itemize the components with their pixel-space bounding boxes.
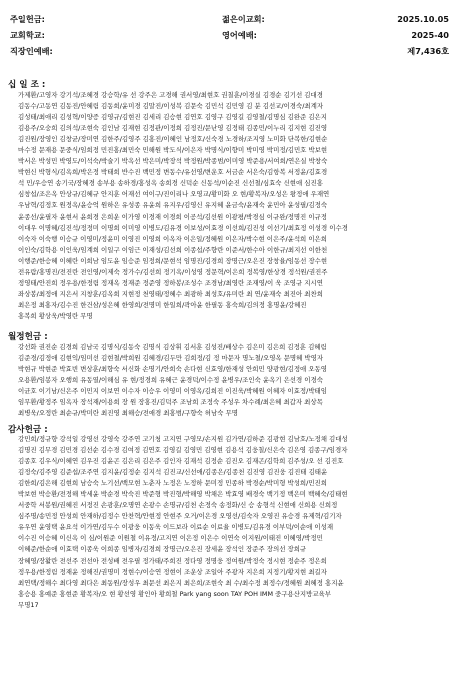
church-school-label: 교회학교: xyxy=(10,30,45,40)
name-line: 심주명/송민정 안성희 안재하/김정수 안찬혁/안현정 안현주 오거/이은경 오영선/김숙자 오영진 유승경 유제혁/김기자 xyxy=(18,512,342,521)
name-line: 이혜준/한순애 이효택 이종욱 이희종 임병자/김경희 장명근/오은진 장세윤 장석인 장준주 장의선 장희규 xyxy=(18,545,307,554)
name-line: 석 민/우승연 송기국/장혜경 송부용 송하경/홍성옥 송희경 신덕순 신동석/이순진 신선철/심효숙 신현애 심진홍 xyxy=(18,179,323,188)
name-line: 김명진 김무경 김민경 김선순 김수경 김여정 김연호 김영길 김영민 김영현 김용석 김웅칠/신은숙 김은영 김종구/임경자 xyxy=(18,446,348,455)
name-line: 이인숙/김학용 이인욱/임계희 이일구 이임근 이재성/김선희 이종섭/주향란 이준서/한수아 이한규/최지선 이한천 xyxy=(18,245,328,254)
name-line: 박서은 박성민 박영도/이석숙/박술기 박옥선 박은미/박장석 박정원/박종범/이미영 박준용/서여희/연은실 박창숙 xyxy=(18,157,328,166)
name-line: 홍승용 홍예준 홍현준 황복자/오 현 황선영 황인아 황희철 Park yang soon TAY POH IMM 중구용산지방교육부 xyxy=(18,589,332,598)
english-service-label: 영어예배: xyxy=(222,30,257,40)
name-line: 최연택/정해수 최다영 최다은 최동원/장성우 최문선 최은지 최은희/조현숙 최 수/최수정 최정수/정혜원 최혜정 홍지윤 xyxy=(18,578,344,587)
name-line: 가제환/고영자 강기석/조혜경 강승학/유 선 강주은 고경해 권서영/최현호 권칠훈/이경실 김경순 김기선 김대경 xyxy=(18,91,323,99)
name-line: 김종호 김우식/이혜연 김우진 김윤곤 김은리 김은주 김인자 김재석 김정순 김진오 김재곤/김학희 김주성/오 선 김진호 xyxy=(18,457,344,466)
name-line: 정영태/안진희 정우용/한정림 정재옥 정재준 정준영 정하봉/조성수 조경남/최영란 조재영/이 욱 조영규 지시연 xyxy=(18,278,323,287)
name-line: 김동수/고동연 김동진/안혜림 김동희/윤미경 김말진/이성복 김문숙 김민석 김민영 김 분 김선교/이경숙/최계자 xyxy=(18,102,324,111)
name-line: 박보현 박승환/전정해 박세윤 박순경 박숙진 박준형 박진형/박해영 박채은 박효영 배경숙 백기정 백은미 백혜숙/김태현 xyxy=(18,490,348,499)
name-line: 최병욱/오정란 최순규/박미란 최진영 최해승/전애경 최홍범/구향숙 허남숙 무명 xyxy=(18,409,238,418)
bulletin-issue-number: 제7,436호 xyxy=(407,46,449,56)
name-line: 이행준/한승혜 이혜란 이희남 임도윤 임승준 임정희/문현석 임명진/김경희 장명근/오은진 장창율/임동선 장수현 xyxy=(18,256,328,265)
name-line: 서중학 서봉원/권혜진 서정진 손광훈/오명연 손광수 손명규/김천 손정숙 송정화/신 승 송형석 신현애 신희용 신희정 xyxy=(18,501,338,510)
bulletin-week-number: 2025-40 xyxy=(411,30,449,40)
name-line: 김준경/김정애 김현익/임미선 김현철/박희원 김혜경/김두만 김희정/김 정 마문자 명노철/오영옥 문명혜 박영자 xyxy=(18,354,324,363)
name-line: 이균호 이기남/신은주 이민지 이보연 이수자 이승우 이영미 이영옥/김희진 이진욱/박혜원 이혜자 이효정/박태임 xyxy=(18,387,327,396)
name-line: 우남혁/김정호 원정옥/윤승억 원하은 유성종 유윤희 유지우/김영신 유지혜 윤금숙/윤재숙 윤민아 윤성필/김정숙 xyxy=(18,201,328,210)
name-line: 임무환/황정주 임옥자 장석재/이용희 장 원 장홍진/김덕주 조남희 조정숙 주성우 차수례/최은혜 최갑자 최상목 xyxy=(18,398,323,407)
name-line: 김용주/오숭희 김의석/조현숙 김인남 김재현 김정관/이정희 김정진/문난영 김정태 김종민/이누리 김지현 김진영 xyxy=(18,124,328,133)
name-line: 김진원/장영인 김창균/장미연 김한주/김영주 김홍진/이혜인 남정호/신숙경 노경하/조지영 노미화 단복한/김현순 xyxy=(18,135,328,144)
name-line: 강민희/정규향 강석일 강영선 강영숙 강주연 고기청 고지연 구영모/손지원 김가연/김하준 김광현 김남호/노정채 김대성 xyxy=(18,435,348,443)
name-line: 최은정 최홍자/김수진 한건삼/성은혜 한영희/전명미 한일희/곽아윤 한필동 홍숙희/김의정 홍명윤/강혜진 xyxy=(18,300,307,309)
name-line: 이수진 이승혜 이신옥 이 심/이원준 이원철 이유정/고지연 이은정 이은수 이연숙 이지원/이태진 이혜영/박정민 xyxy=(18,534,323,543)
bulletin-date: 2025.10.05 xyxy=(397,14,449,24)
name-line: 윤종선/윤필자 윤현서 윤희경 은희운 이가영 이경재 이경희 이공석/김선원 이광평/박경심 이규완/정명진 이규정 xyxy=(18,212,327,221)
name-line: 박현규 박현준 박효빈 변상훈/최향숙 서신화 손명기/안희숙 손다현 신효영/한재성 안희민 양광현/김정애 오동영 xyxy=(18,365,327,374)
name-line: 장혜영/장활란 전선주 전선아 전성배 전우필 정가태/주희진 정다영 정명웅 정여원/박정숙 정시현 정순주 정은희 xyxy=(18,556,327,565)
name-line: 정우용/한정림 정재윤 정해진/권명미 정현수/이승연 정현이 조운상 조일아 주광자 지은희 지정기/황지현 최길자 xyxy=(18,567,327,576)
tithe-section-title: 십 일 조 : xyxy=(8,80,46,90)
name-line: 강선화 권진순 김경희 김남국 김명식/김동숙 김명식 김상휘 김서훈 김성진/배상수 김은미 김은희 김정훈 김혜림 xyxy=(18,343,327,351)
name-line: 김정숙/김주영 김준섭/조주연 김지윤/김정순 김지석 김진교/신선애/김종은/김종천 김진영 김진웅 김진태 김태윤 xyxy=(18,468,328,477)
name-line: 무명17 xyxy=(18,600,39,609)
name-line: 심창섭/조은옥 안상규/김혜규 안지훈 어재선 여이구/진이리나 오영교/황미화 오 현/황복자/오성은 왕정애 우재연 xyxy=(18,190,330,199)
tithe-name-list xyxy=(18,90,453,322)
name-line: 전유람/홍명진/전진란 전인영/이제숙 정가수/김선희 정기옥/이성영 정문혁/이은희 정복영/한상경 정석원/권진주 xyxy=(18,267,328,276)
name-line: 이대우 이명혜/김진석/정정미 이명희 이미영 이병도/김유경 이보성/이효경 이선희/김진성 이선기/최효정 이성경 이수경 xyxy=(18,223,348,232)
sunday-offering-label: 주일헌금: xyxy=(10,14,45,24)
name-line: 오용환/임봉자 오행희 유동열/이해심 유 현/정경희 유혜근 윤경덕/이수정 윤병우/조인숙 윤옥기 은선경 이경숙 xyxy=(18,376,323,385)
young-adult-church-label: 젊은이교회: xyxy=(222,14,265,24)
thanksgiving-offering-section-title: 감사헌금 : xyxy=(8,425,48,435)
name-line: 홍복희 황상욱/박영란 무명 xyxy=(18,311,93,320)
name-line: 마수정 문재용 문중식/임희정 민진홍/최민숙 민해원 박도식/이은자 박명식/이향미 박미영 박미정/김민호 박보현 xyxy=(18,146,328,155)
monthly-offering-name-list xyxy=(18,342,453,419)
name-line: 박현신 박형식/김옥희/박은정 박태희 반수진 백민정 변동수/유선영/변운호 서금순 서은숙/김항복 서정윤/김효경 xyxy=(18,168,328,177)
name-line: 좌상봉/최정애 지은서 지창훈/김옥희 지현정 천영태/정혜수 최광하 최성호/유미란 최 연/윤재숙 최진아 최찬희 xyxy=(18,289,323,298)
name-line: 김한희/김은해 김현희 남승숙 노기선/백모현 노춘자 노정은 노정하 문미정 민종하 박경순/박미형 박성희/민진희 xyxy=(18,479,327,488)
name-line: 김성태/최애리 김성혁/이양증 김영규/김현진 김세리 김승현 김연호 김영구 김영길 김영철/김명심 김완준 김은지 xyxy=(18,113,327,122)
workers-service-label: 직장인예배: xyxy=(10,46,53,56)
name-line: 유우연 윤영택 윤요석 이가연/김두수 이광웅 이동욱 이드보라 이료순 이료율 이병도/김유경 이부덕/이순애 이성재 xyxy=(18,523,334,532)
monthly-offering-section-title: 월정헌금 : xyxy=(8,332,48,342)
thanksgiving-offering-name-list xyxy=(18,434,453,611)
name-line: 이숙자 이숙행 이승규 이영미/정윤미 이영진 이영희 이옥자 이은일/정혜원 이은자/박수현 이은주/윤석희 이은희 xyxy=(18,234,327,243)
